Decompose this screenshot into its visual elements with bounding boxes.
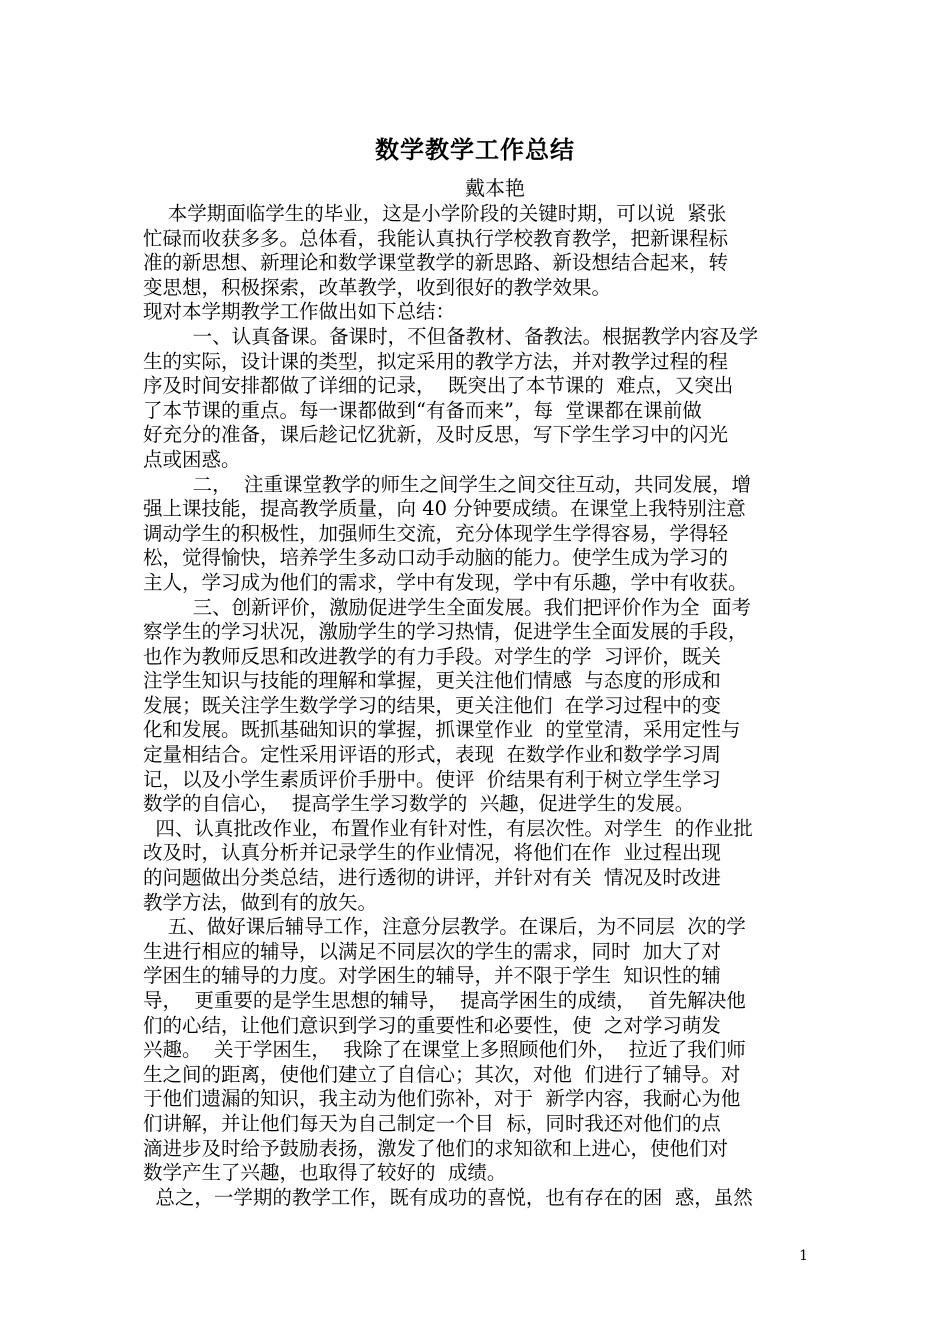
body-line: 生之间的距离，使他们建立了自信心；其次，对他 们进行了辅导。对 [143, 1062, 741, 1086]
body-line: 调动学生的积极性，加强师生交流，充分体现学生学得容易，学得轻 [143, 521, 729, 545]
body-line: 变思想，积极探索，改革教学，收到很好的教学效果。 [143, 275, 612, 299]
body-line: 学困生的辅导的力度。对学困生的辅导，并不限于学生 知识性的辅 [143, 964, 721, 988]
body-line: 们的心结，让他们意识到学习的重要性和必要性，使 之对学习萌发 [143, 1013, 721, 1037]
document-author: 戴本艳 [465, 176, 525, 200]
body-line: 二， 注重课堂教学的师生之间学生之间交往互动，共同发展，增 [143, 472, 751, 496]
body-line: 本学期面临学生的毕业，这是小学阶段的关键时期，可以说 紧张 [143, 202, 727, 225]
body-line: 生的实际，设计课的类型，拟定采用的教学方法，并对教学过程的程 [143, 349, 729, 373]
body-line: 数学产生了兴趣，也取得了较好的 成绩。 [143, 1161, 507, 1185]
body-line: 也作为教师反思和改进教学的有力手段。对学生的学 习评价，既关 [143, 644, 721, 668]
body-line: 改及时，认真分析并记录学生的作业情况，将他们在作 业过程出现 [143, 841, 721, 865]
body-line: 数学的自信心， 提高学生学习数学的 兴趣，促进学生的发展。 [143, 792, 695, 816]
body-line: 点或困惑。 [143, 447, 241, 471]
body-line: 化和发展。既抓基础知识的掌握，抓课堂作业 的堂堂清，采用定性与 [143, 718, 741, 742]
body-line: 注学生知识与技能的理解和掌握，更关注他们情感 与态度的形成和 [143, 669, 721, 693]
document-title: 数学教学工作总结 [375, 136, 575, 164]
body-line: 现对本学期教学工作做出如下总结： [143, 300, 456, 324]
body-line: 于他们遗漏的知识，我主动为他们弥补，对于 新学内容，我耐心为他 [143, 1087, 741, 1111]
body-line: 察学生的学习状况，激励学生的学习热情，促进学生全面发展的手段， [143, 620, 748, 644]
body-line: 一、认真备课。备课时，不但备教材、备教法。根据教学内容及学 [143, 324, 759, 348]
body-line: 了本节课的重点。每一课都做到“有备而来”，每 堂课都在课前做 [143, 398, 702, 422]
body-line: 定量相结合。定性采用评语的形式，表现 在数学作业和数学学习周 [143, 743, 721, 767]
page-number: 1 [799, 1248, 808, 1264]
body-line: 好充分的准备，课后趁记忆犹新，及时反思，写下学生学习中的闪光 [143, 423, 729, 447]
body-line: 准的新思想、新理论和数学课堂教学的新思路、新设想结合起来，转 [143, 251, 729, 275]
body-line: 总之，一学期的教学工作，既有成功的喜悦，也有存在的困 惑，虽然 [143, 1185, 753, 1209]
body-line: 强上课技能，提高教学质量，向 40 分钟要成绩。在课堂上我特别注意 [143, 497, 746, 521]
body-line: 兴趣。 关于学困生， 我除了在课堂上多照顾他们外， 拉近了我们师 [143, 1038, 746, 1062]
body-line: 教学方法，做到有的放矢。 [143, 890, 378, 914]
body-line: 的问题做出分类总结，进行透彻的讲评，并针对有关 情况及时改进 [143, 866, 721, 890]
body-line: 五、做好课后辅导工作，注意分层教学。在课后，为不同层 次的学 [143, 915, 746, 939]
body-line: 主人，学习成为他们的需求，学中有发现，学中有乐趣，学中有收获。 [143, 570, 748, 594]
body-line: 序及时间安排都做了详细的记录， 既突出了本节课的 难点，又突出 [143, 374, 734, 398]
body-line: 松，觉得愉快，培养学生多动口动手动脑的能力。使学生成为学习的 [143, 546, 729, 570]
document-body [143, 202, 817, 1210]
body-line: 记，以及小学生素质评价手册中。使评 价结果有利于树立学生学习 [143, 767, 721, 791]
body-line: 导， 更重要的是学生思想的辅导， 提高学困生的成绩， 首先解决他 [143, 989, 746, 1012]
body-line: 生进行相应的辅导，以满足不同层次的学生的需求，同时 加大了对 [143, 939, 721, 963]
body-line: 发展；既关注学生数学学习的结果，更关注他们 在学习过程中的变 [143, 693, 721, 717]
body-line: 滴进步及时给予鼓励表扬，激发了他们的求知欲和上进心，使他们对 [143, 1136, 729, 1160]
body-line: 四、认真批改作业，布置作业有针对性，有层次性。对学生 的作业批 [143, 816, 753, 840]
body-line: 们讲解，并让他们每天为自己制定一个目 标，同时我还对他们的点 [143, 1111, 721, 1135]
body-line: 忙碌而收获多多。总体看，我能认真执行学校教育教学，把新课程标 [143, 226, 729, 250]
body-line: 三、创新评价，激励促进学生全面发展。我们把评价作为全 面考 [143, 595, 751, 619]
